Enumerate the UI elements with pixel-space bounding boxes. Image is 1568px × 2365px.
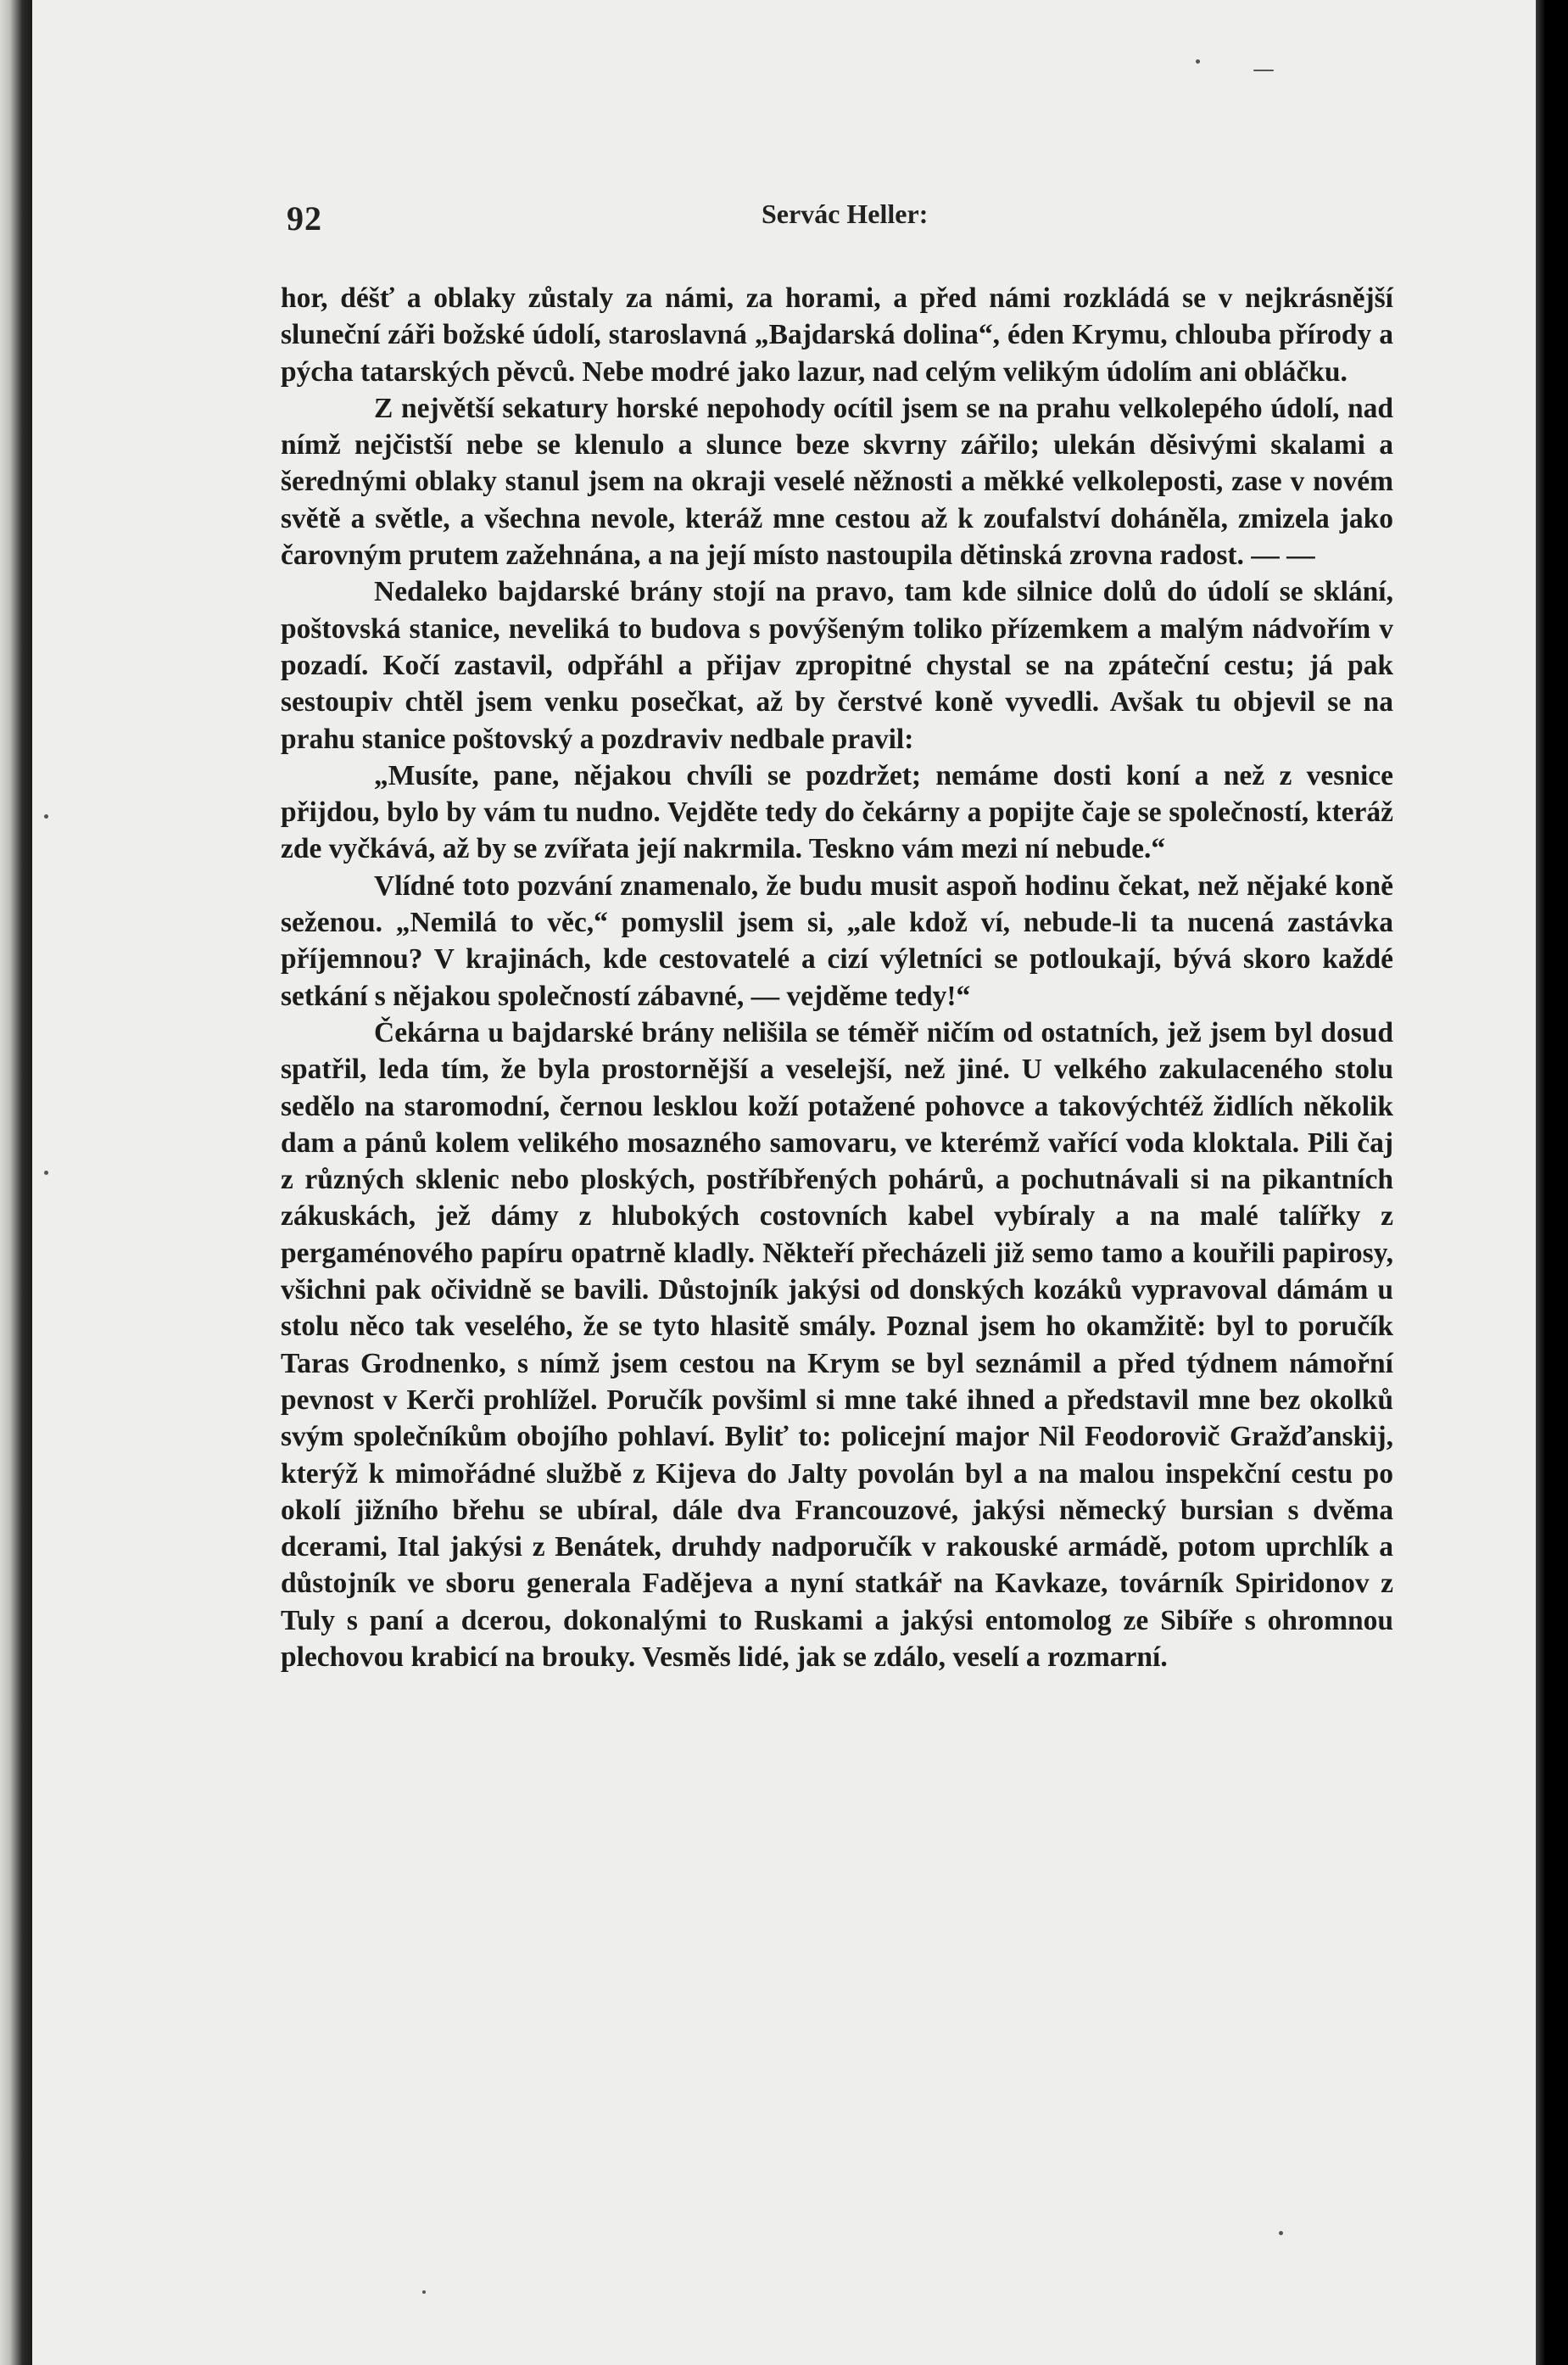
book-page: [32, 0, 1536, 2365]
paragraph: Vlídné toto pozvání znamenalo, že budu musit aspoň hodinu čekat, než nějaké koně seženou. „Nemilá to věc,“ pomyslil jsem si, „ale kdož ví, nebude-li ta nucená zastávka příjemnou? V krajinách, kde cestovatelé a cizí výletníci se potloukají, bývá skoro každé setkání s nějakou společností zábavné, — vejděme tedy!“: [281, 869, 1393, 1012]
dust-speck: [1279, 2231, 1283, 2235]
body-text: [281, 280, 1393, 1675]
running-head: Servác Heller:: [762, 198, 929, 229]
dust-speck: [422, 2290, 426, 2294]
dust-speck: [44, 1171, 48, 1175]
paragraph: „Musíte, pane, nějakou chvíli se pozdržet; nemáme dosti koní a než z vesnice přijdou, bylo by vám tu nudno. Vejděte tedy do čekárny a popijte čaje se společností, kteráž zde vyčkává, až by se zvířata její nakrmila. Teskno vám mezi ní nebude.“: [281, 759, 1393, 865]
paragraph: hor, déšť a oblaky zůstaly za námi, za horami, a před námi rozkládá se v nejkrásnější sluneční záři božské údolí, staroslavná „Bajdarská dolina“, éden Krymu, chlouba přírody a pýcha tatarských pěvců. Nebe modré jako lazur, nad celým velikým údolím ani obláčku.: [281, 282, 1393, 388]
book-binding-edge: [0, 0, 32, 2365]
dust-speck: [1196, 59, 1200, 64]
page-number: 92: [287, 199, 322, 238]
page-header: [287, 198, 1389, 241]
dust-speck: [1253, 70, 1274, 71]
paragraph: Nedaleko bajdarské brány stojí na pravo, tam kde silnice dolů do údolí se sklání, poštovská stanice, neveliká to budova s povýšeným toliko přízemkem a malým nádvořím v pozadí. Kočí zastavil, odpřáhl a přijav zpropitné chystal se na zpáteční cestu; já pak sestoupiv chtěl jsem venku posečkat, až by čerstvé koně vyvedli. Avšak tu objevil se na prahu stanice poštovský a pozdraviv nedbale pravil:: [281, 576, 1393, 755]
dust-speck: [44, 814, 48, 819]
scan-border-right: [1536, 0, 1568, 2365]
paragraph: Z největší sekatury horské nepohody ocítil jsem se na prahu velkolepého údolí, nad nímž nejčistší nebe se klenulo a slunce beze skvrny zářilo; ulekán děsivými skalami a šerednými oblaky stanul jsem na okraji veselé něžnosti a měkké velkoleposti, zase v novém světě a světle, a všechna nevole, kteráž mne cestou až k zoufalství doháněla, zmizela jako čarovným prutem zažehnána, a na její místo nastoupila dětinská zrovna radost. — —: [281, 392, 1393, 572]
paragraph: Čekárna u bajdarské brány nelišila se téměř ničím od ostatních, jež jsem byl dosud spatřil, leda tím, že byla prostornější a veselejší, než jiné. U velkého zakulaceného stolu sedělo na staromodní, černou lesklou koží potažené pohovce a takovýchtéž židlích několik dam a pánů kolem velikého mosazného samovaru, ve kterémž vařící voda kloktala. Pili čaj z různých sklenic nebo ploských, postříbřených pohárů, a pochutnávali si na pikantních zákuskách, jež dámy z hlubokých costovních kabel vybíraly a na malé talířky z pergaménového papíru opatrně kladly. Někteří přecházeli již semo tamo a kouřili papirosy, všichni pak očividně se bavili. Důstojník jakýsi od donských kozáků vypravoval dámám u stolu něco tak veselého, že se tyto hlasitě smály. Poznal jsem ho okamžitě: byl to poručík Taras Grodnenko, s nímž jsem cestou na Krym se byl seznámil a před týdnem námořní pevnost v Kerči prohlížel. Poručík povšiml si mne také ihned a představil mne bez okolků svým společníkům obojího pohlaví. Byliť to: policejní major Nil Feodorovič Gražďanskij, kterýž k mimořádné službě z Kijeva do Jalty povolán byl a na malou inspekční cestu po okolí jižního břehu se ubíral, dále dva Francouzové, jakýsi německý bursian s dvěma dcerami, Ital jakýsi z Benátek, druhdy nadporučík v rakouské armádě, potom uprchlík a důstojník ve sboru generala Fadějeva a nyní statkář na Kavkaze, továrník Spiridonov z Tuly s paní a dcerou, dokonalými to Ruskami a jakýsi entomolog ze Sibíře s ohromnou plechovou krabicí na brouky. Vesměs lidé, jak se zdálo, veselí a rozmarní.: [281, 1016, 1393, 1673]
